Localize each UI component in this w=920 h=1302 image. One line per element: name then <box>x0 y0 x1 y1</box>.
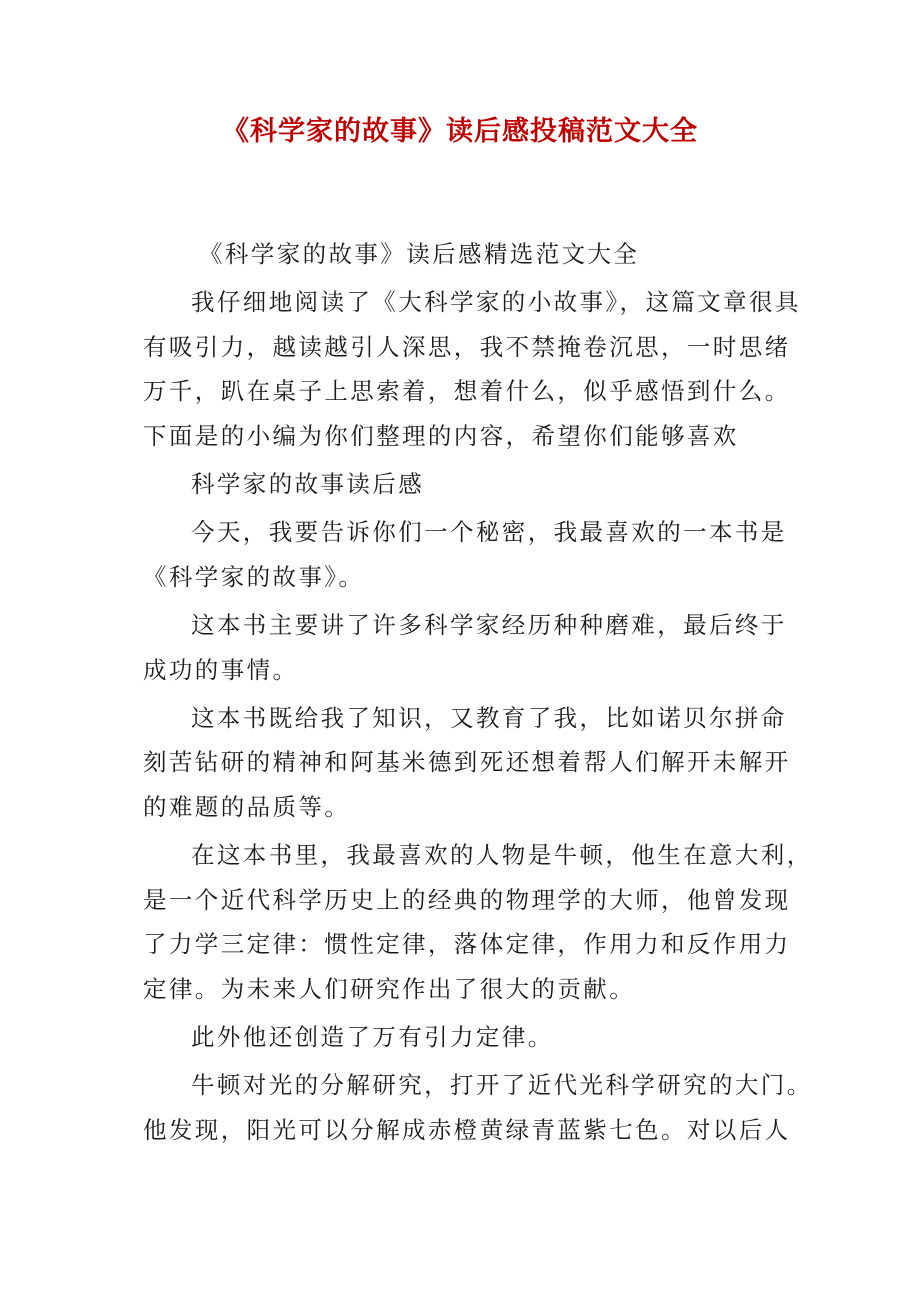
paragraph-line: 万千，趴在桌子上思索着，想着什么，似乎感悟到什么。 <box>143 377 791 406</box>
paragraph-line: 我仔细地阅读了《大科学家的小故事》，这篇文章很具 <box>191 288 801 317</box>
paragraph <box>143 833 813 1011</box>
paragraph <box>143 280 801 458</box>
paragraph-line: 下面是的小编为你们整理的内容，希望你们能够喜欢 <box>143 421 739 450</box>
paragraph-line: 《科学家的故事》。 <box>143 562 365 591</box>
paragraph <box>143 462 783 506</box>
paragraph-line: 在这本书里，我最喜欢的人物是牛顿，他生在意大利， <box>191 841 813 870</box>
paragraph-line: 了力学三定律：惯性定律，落体定律，作用力和反作用力 <box>143 930 791 959</box>
paragraph-line: 成功的事情。 <box>143 655 299 684</box>
paragraph-line: 科学家的故事读后感 <box>191 470 425 499</box>
paragraph <box>143 232 783 276</box>
paragraph-line: 的难题的品质等。 <box>143 792 351 821</box>
paragraph <box>143 1063 813 1152</box>
paragraph-line: 有吸引力，越读越引人深思，我不禁掩卷沉思，一时思绪 <box>143 332 791 361</box>
paragraph-line: 这本书主要讲了许多科学家经历种种磨难，最后终于 <box>191 611 787 640</box>
document-title: 《科学家的故事》读后感投稿范文大全 <box>222 116 698 147</box>
paragraph-line: 定律。为未来人们研究作出了很大的贡献。 <box>143 974 636 1003</box>
paragraph <box>143 1015 783 1059</box>
paragraph <box>143 510 787 599</box>
paragraph <box>143 696 791 829</box>
paragraph <box>143 603 787 692</box>
paragraph-line: 这本书既给我了知识，又教育了我，比如诺贝尔拼命 <box>191 704 787 733</box>
paragraph-line: 是一个近代科学历史上的经典的物理学的大师，他曾发现 <box>143 885 791 914</box>
paragraph-line: 刻苦钻研的精神和阿基米德到死还想着帮人们解开未解开 <box>143 748 791 777</box>
document-body <box>143 232 813 1152</box>
paragraph-line: 此外他还创造了万有引力定律。 <box>191 1022 554 1051</box>
paragraph-line: 牛顿对光的分解研究，打开了近代光科学研究的大门。 <box>191 1071 813 1100</box>
paragraph-line: 《科学家的故事》读后感精选范文大全 <box>199 240 640 268</box>
paragraph-line: 今天，我要告诉你们一个秘密，我最喜欢的一本书是 <box>191 518 787 547</box>
paragraph-line: 他发现，阳光可以分解成赤橙黄绿青蓝紫七色。对以后人 <box>143 1115 791 1144</box>
